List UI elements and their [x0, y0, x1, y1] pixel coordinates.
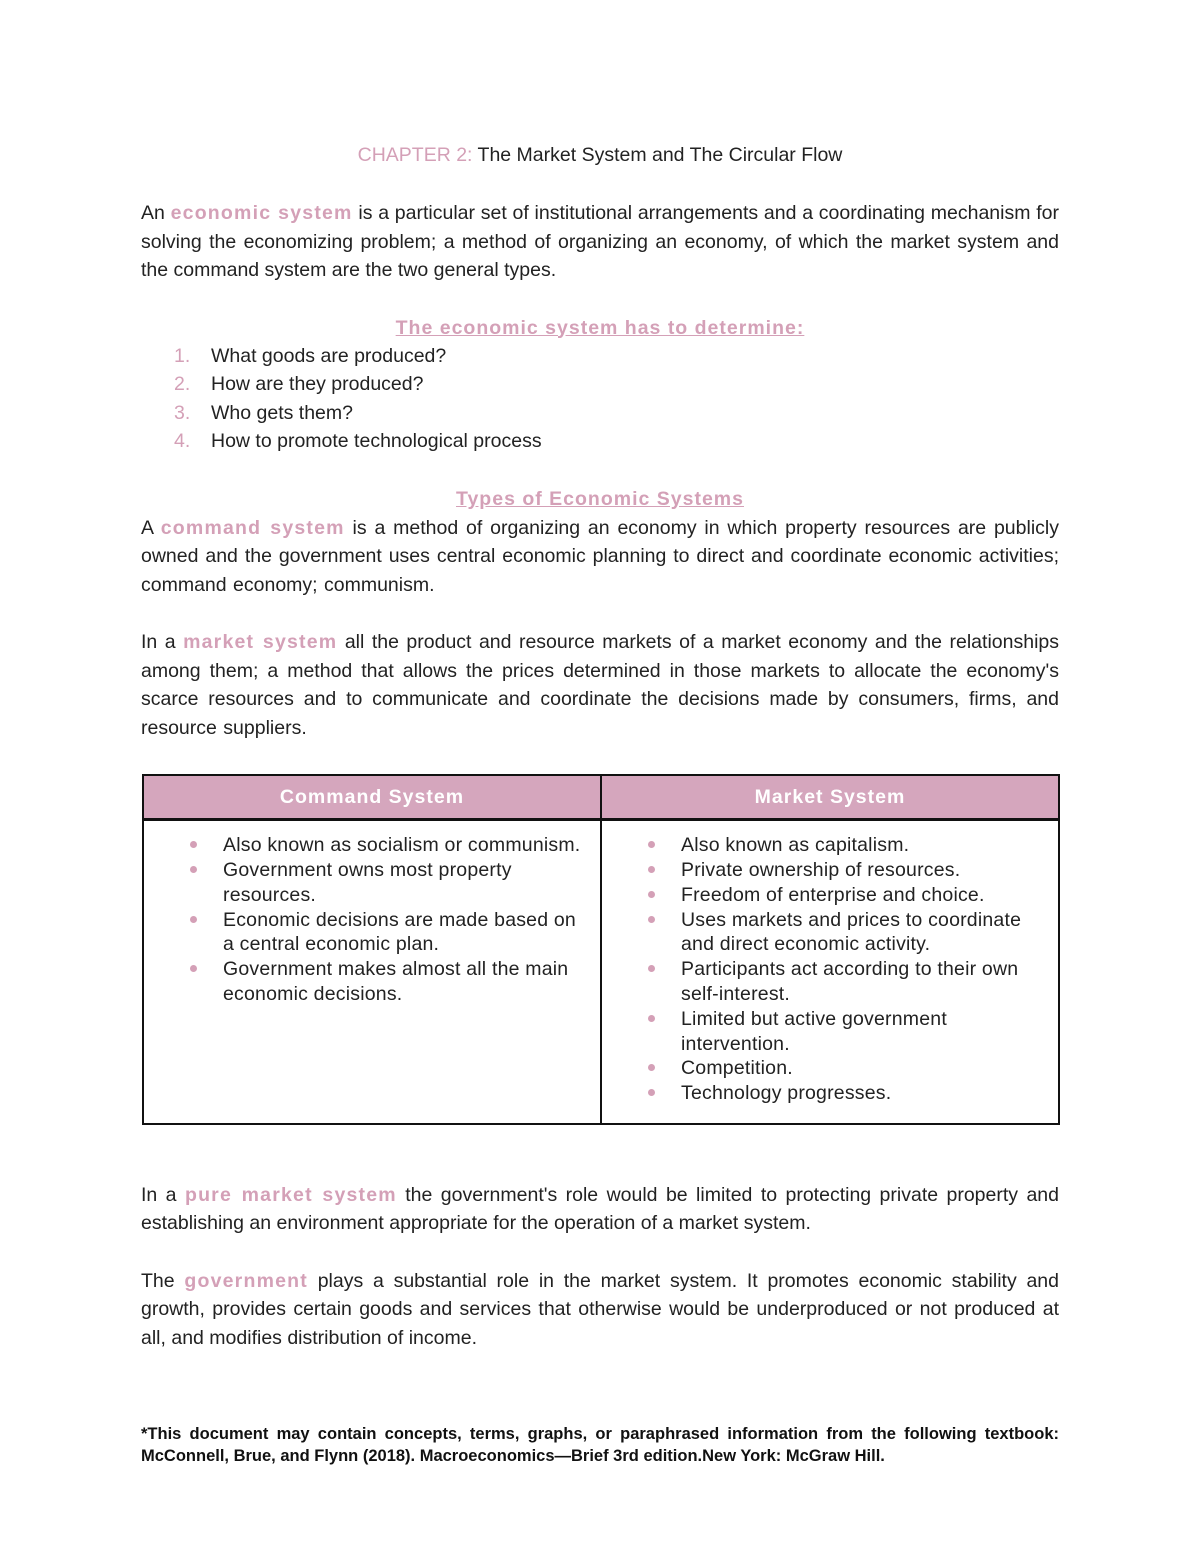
list-item: Technology progresses.: [642, 1081, 1048, 1106]
market-bullets: [642, 833, 1048, 1106]
term-pure-market-system: pure market system: [184, 1183, 397, 1206]
list-item: Also known as capitalism.: [642, 833, 1048, 858]
term-economic-system: economic system: [170, 202, 353, 224]
command-bullets: [184, 833, 590, 1007]
types-heading: Types of Economic Systems: [456, 488, 744, 511]
footnote: *This document may contain concepts, terms, graphs, or paraphrased information from the following textbook: McConnell, Brue, and Flynn (2018). Macroeconomics—Brief 3rd edition.New York: McGraw Hill.: [141, 1425, 1059, 1466]
bullet-icon: [648, 841, 655, 848]
bullet-icon: [190, 916, 197, 923]
list-item: 2. How are they produced?: [174, 373, 424, 396]
list-item: 4. How to promote technological process: [174, 429, 542, 452]
command-system-header: Command System: [143, 775, 601, 820]
list-item: Participants act according to their own self-interest.: [642, 957, 1048, 1007]
chapter-title: The Market System and The Circular Flow: [472, 144, 843, 166]
list-item: Private ownership of resources.: [642, 858, 1048, 883]
list-item: Uses markets and prices to coordinate and direct economic activity.: [642, 908, 1048, 958]
market-system-cell: [601, 820, 1059, 1124]
term-government: government: [184, 1269, 308, 1292]
list-item: Limited but active government intervention.: [642, 1007, 1048, 1057]
document-page: [141, 138, 1059, 1467]
government-paragraph: The government plays a substantial role in the market system. It promotes economic stability and growth, provides certain goods and services that otherwise would be underproduced or not produced at all, and modifies distribution of income.: [141, 1269, 1059, 1349]
table-header-row: [143, 775, 1059, 820]
page-title: [141, 141, 1059, 169]
intro-paragraph: An economic system is a particular set of institutional arrangements and a coordinating mechanism for solving the economizing problem; a method of organizing an economy, of which the market system and the command system are the two general types.: [141, 202, 1059, 281]
bullet-icon: [648, 866, 655, 873]
term-command-system: command system: [160, 516, 345, 539]
list-item: Economic decisions are made based on a central economic plan.: [184, 908, 590, 958]
command-system-paragraph: A command system is a method of organizing an economy in which property resources are publicly owned and the government uses central economic planning to direct and coordinate economic activities; command economy; communism.: [141, 516, 1059, 596]
pure-market-paragraph: In a pure market system the government's role would be limited to protecting private property and establishing an environment appropriate for the operation of a market system.: [141, 1183, 1059, 1235]
list-item: Government owns most property resources.: [184, 858, 590, 908]
bullet-icon: [648, 916, 655, 923]
bullet-icon: [648, 1089, 655, 1096]
list-item: 1. What goods are produced?: [174, 345, 447, 367]
determine-list: [141, 342, 1059, 455]
term-market-system: market system: [183, 631, 338, 654]
chapter-label: CHAPTER 2:: [357, 144, 473, 166]
table-row: [143, 820, 1059, 1124]
bullet-icon: [190, 866, 197, 873]
bullet-icon: [648, 891, 655, 898]
command-system-cell: [143, 820, 601, 1124]
list-item: Government makes almost all the main economic decisions.: [184, 957, 590, 1007]
bullet-icon: [648, 1015, 655, 1022]
list-item: Freedom of enterprise and choice.: [642, 883, 1048, 908]
bullet-icon: [648, 1064, 655, 1071]
bullet-icon: [190, 841, 197, 848]
list-item: Competition.: [642, 1056, 1048, 1081]
determine-heading: The economic system has to determine:: [395, 316, 805, 339]
list-item: Also known as socialism or communism.: [184, 833, 590, 858]
comparison-table: [142, 774, 1060, 1125]
list-item: 3. Who gets them?: [174, 401, 353, 424]
market-system-paragraph: In a market system all the product and resource markets of a market economy and the relationships among them; a method that allows the prices determined in those markets to allocate the economy's scarce resources and to communicate and coordinate the decisions made by consumers, firms, and resource suppliers.: [141, 631, 1059, 739]
market-system-header: Market System: [601, 775, 1059, 820]
bullet-icon: [648, 965, 655, 972]
bullet-icon: [190, 965, 197, 972]
